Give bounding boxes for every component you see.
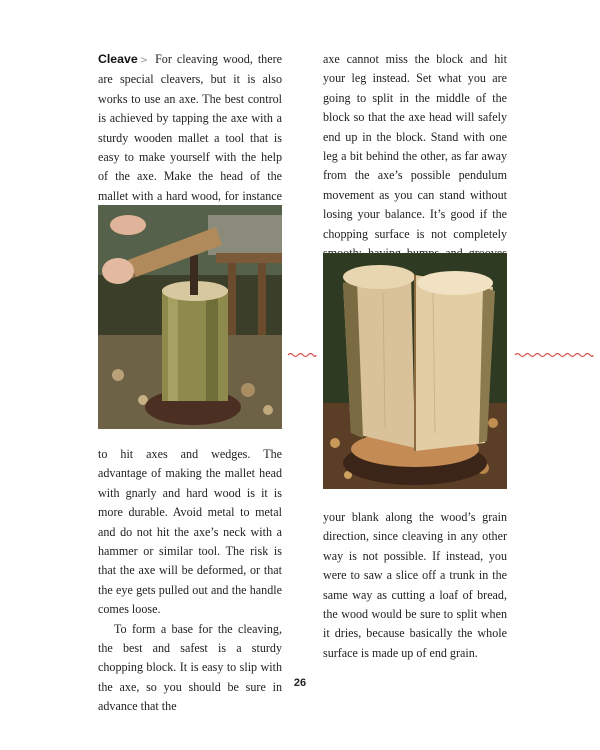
right-column-bottom xyxy=(323,508,507,663)
left-bottom-paragraph-2: To form a base for the cleaving, the best and safest is a sturdy chopping block. It is easy to slip with the axe, so you should be sure in advance that the xyxy=(98,621,282,714)
heading-separator: > xyxy=(139,55,149,66)
left-top-text: For cleaving wood, there are special cleavers, but it is also works to use an axe. The best control is achieved by tapping the axe with a sturdy wooden mallet a tool that is easy to make yourself with the help of the axe. Make the head of the mallet with a hard wood, for instance xyxy=(98,52,282,203)
photo-cleaved-log xyxy=(323,253,507,489)
wavy-divider-left xyxy=(287,350,317,360)
left-column-bottom xyxy=(98,445,282,717)
photo-mallet-and-log xyxy=(98,205,282,429)
wavy-divider-right xyxy=(514,350,594,360)
right-top-paragraph: axe cannot miss the block and hit your leg instead. Set what you are going to split in the middle of the block so that the axe head will safely end up in the block. Stand with one leg a bit behind the other, as far away from the axe’s possible pendulum movement as you can stand without losing your balance. It’s good if the chopping surface is not completely xyxy=(323,52,507,241)
left-bottom-paragraph-1: to hit axes and wedges. The advantage of making the mallet head with gnarly and hard wood is it is more durable. Avoid metal to metal and do not hit the axe’s neck with a hammer or similar tool. The risk is that the axe will be deformed, or that the eye gets pulled out and the handle comes loose. xyxy=(98,447,282,617)
right-bottom-paragraph: your blank along the wood’s grain direction, since cleaving in any other way is not possible. If instead, you were to saw a slice off a trunk in the same way as cutting a loaf of bread, the wood would be sure to split when it dries, because basically the whole surface is made up of end grain. xyxy=(323,510,507,660)
page-number: 26 xyxy=(293,677,307,689)
section-heading: Cleave xyxy=(98,52,138,66)
